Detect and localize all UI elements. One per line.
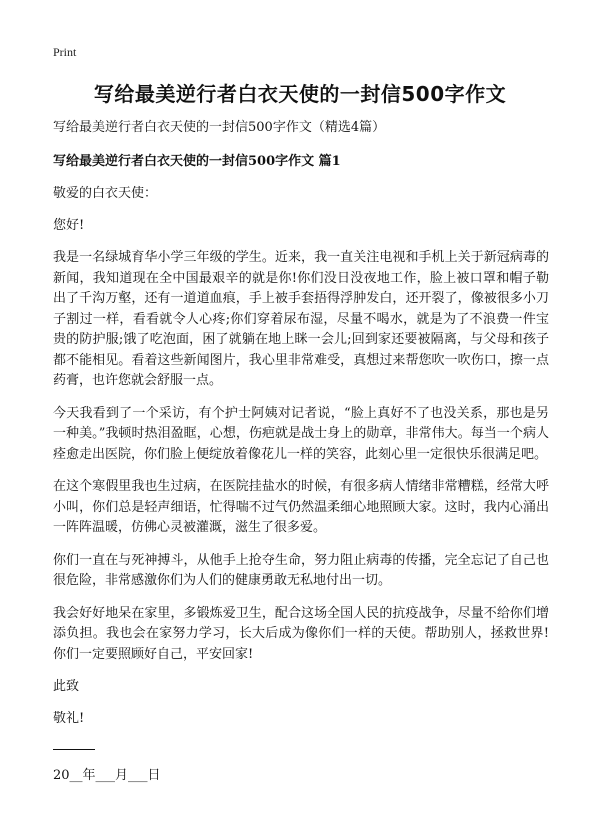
date-line: 20__年___月___日 — [53, 768, 161, 783]
letter-greeting: 敬爱的白衣天使： — [53, 186, 158, 201]
paragraph-5: 我会好好地呆在家里，多锻炼爱卫生，配合这场全国人民的抗疫战争，尽量不给你们增添负担。我也会在家努力学习，长大后成为像你们一样的天使。帮助别人，拯救世界!你们一定要照顾好自己，平安回家! — [53, 605, 549, 662]
closing-regards: 敬礼! — [53, 711, 85, 726]
paragraph-1: 我是一名绿城育华小学三年级的学生。近来，我一直关注电视和手机上关于新冠病毒的新闻，我知道现在全中国最艰辛的就是你!你们没日没夜地工作，脸上被口罩和帽子勒出了千沟万壑，还有一道道血痕，手上被手套捂得浮肿发白，还开裂了，像被很多小刀子割过一样，看看就令人心疼;你们穿着尿布湿，尽量不喝水，就是为了不浪费一件宝贵的防护服;饿了吃泡面，困了就躺在地上眯一会儿;回到家还要被隔离，与父母和孩子都不能相见。看着这些新闻图片，我心里非常难受，真想过来帮您吹一吹伤口，擦一点药膏，也许您就会舒服一点。 — [53, 250, 549, 388]
paragraph-2: 今天我看到了一个采访，有个护士阿姨对记者说，“脸上真好不了也没关系，那也是另一种美。”我顿时热泪盈眶，心想，伤疤就是战士身上的勋章，非常伟大。每当一个病人痊愈走出医院，你们脸上便绽放着像花儿一样的笑容，此刻心里一定很快乐很满足吧。 — [53, 405, 549, 462]
page-title: 写给最美逆行者白衣天使的一封信500字作文 — [93, 82, 507, 106]
document-body — [53, 118, 549, 786]
paragraph-3: 在这个寒假里我也生过病，在医院挂盐水的时候，有很多病人情绪非常糟糕，经常大呼小叫，你们总是轻声细语，忙得喘不过气仍然温柔细心地照顾大家。这时，我内心涌出一阵阵温暖，仿佛心灵被灌溉，滋生了很多爱。 — [53, 479, 549, 535]
closing-salutation: 此致 — [53, 679, 80, 694]
signature-line — [53, 749, 95, 750]
paragraph-4: 你们一直在与死神搏斗，从他手上抢夺生命，努力阻止病毒的传播，完全忘记了自己也很危险，非常感激你们为人们的健康勇敢无私地付出一切。 — [53, 552, 549, 588]
print-link[interactable]: Print — [53, 45, 77, 59]
document-subtitle: 写给最美逆行者白衣天使的一封信500字作文（精选4篇） — [53, 120, 386, 135]
letter-hello: 您好! — [53, 218, 85, 233]
section-heading: 写给最美逆行者白衣天使的一封信500字作文 篇1 — [53, 154, 341, 169]
